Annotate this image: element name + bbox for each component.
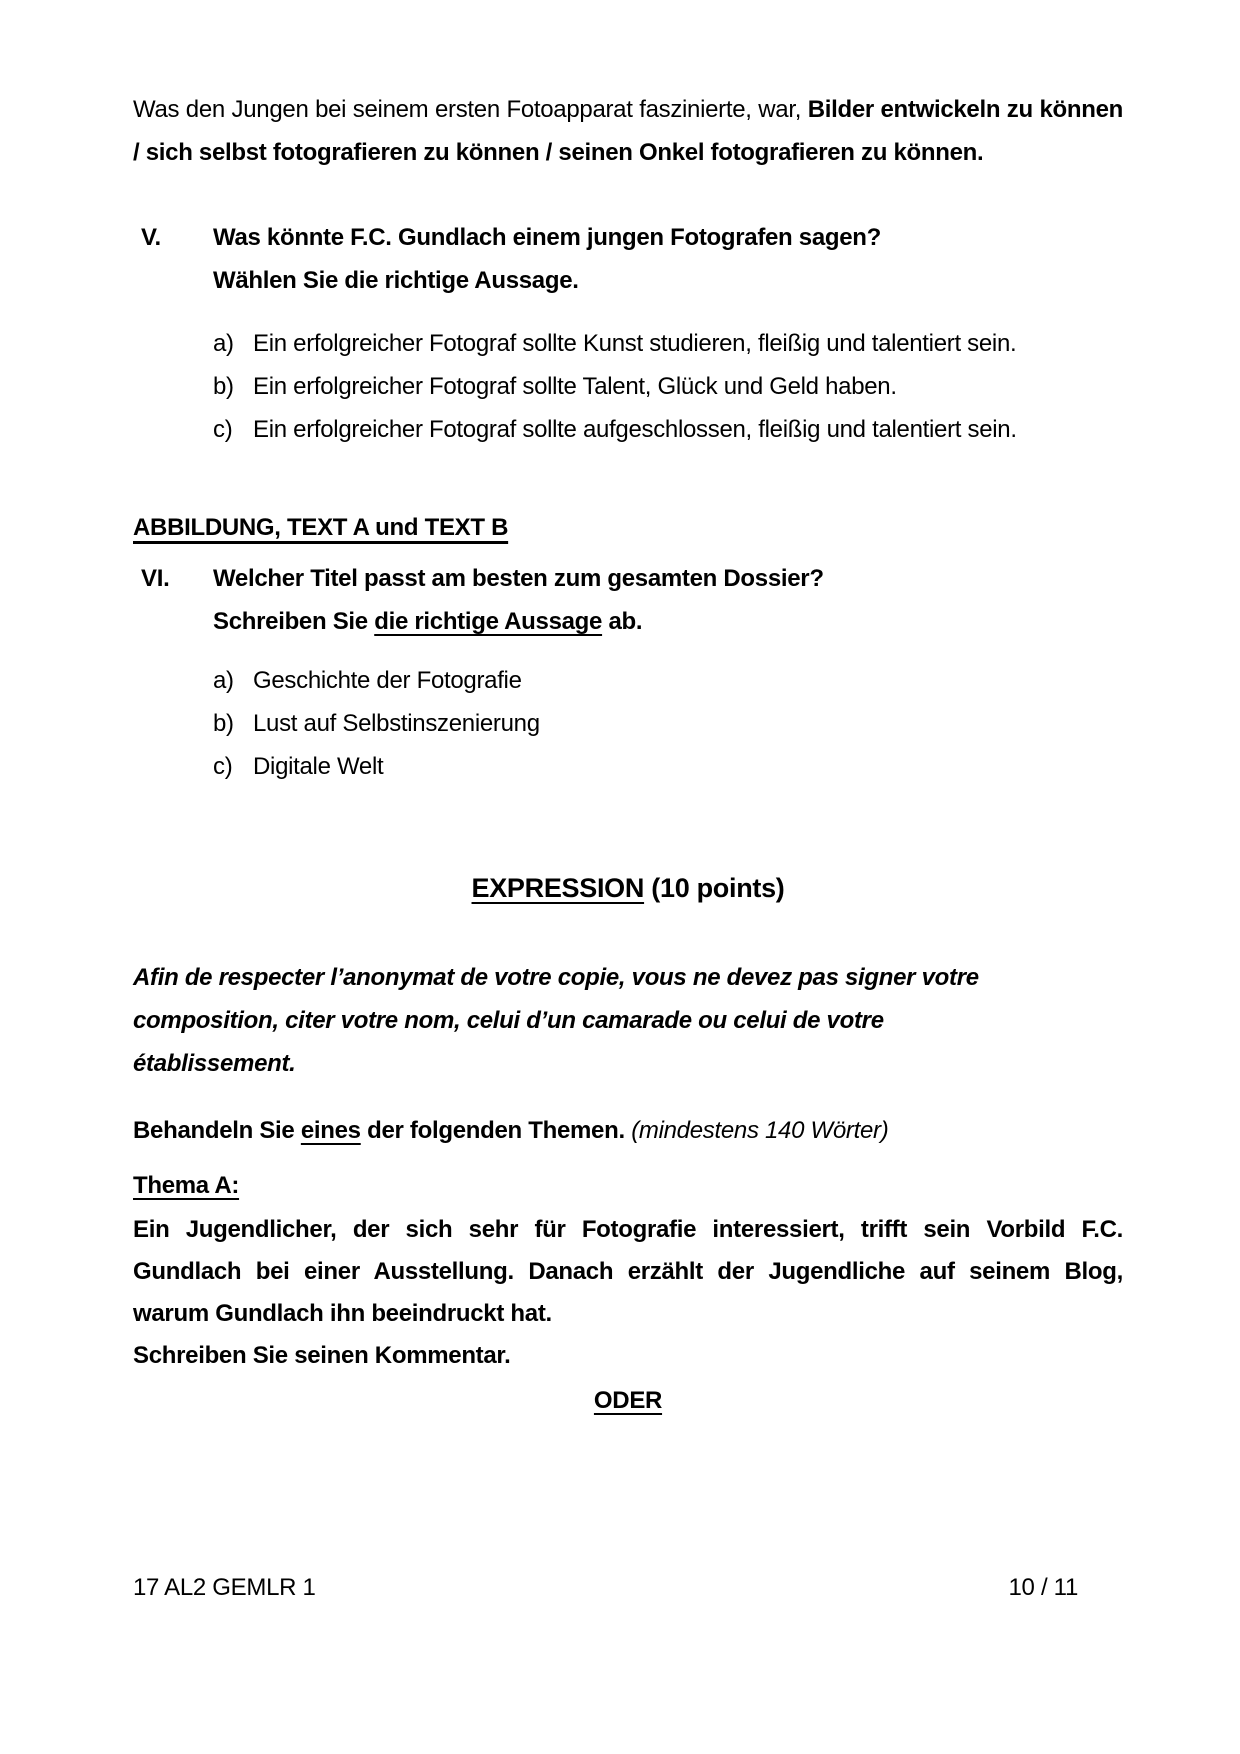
thema-a-heading	[133, 1164, 1123, 1207]
footer-page-number: 10 / 11	[1008, 1574, 1078, 1601]
instruction-prefix: Schreiben Sie	[213, 608, 368, 635]
answer-note-paragraph	[133, 88, 1123, 174]
footer-document-code: 17 AL2 GEMLR 1	[133, 1574, 316, 1601]
option-text: Digitale Welt	[253, 753, 384, 780]
option-label: c)	[213, 753, 233, 780]
option-text: Lust auf Selbstinszenierung	[253, 710, 540, 737]
section-vi-question: Welcher Titel passt am besten zum gesamten Dossier?	[213, 565, 824, 592]
option-text: Ein erfolgreicher Fotograf sollte Kunst studieren, fleißig und talentiert sein.	[253, 330, 1017, 357]
section-vi-options	[213, 659, 1123, 788]
option-label: a)	[213, 330, 234, 357]
task-underlined: eines	[300, 1117, 361, 1144]
instruction-underlined: die richtige Aussage	[374, 608, 603, 635]
anonymity-notice: Afin de respecter l’anonymat de votre copie, vous ne devez pas signer votre composition, citer votre nom, celui d’un camarade ou celui de votre établissement.	[133, 964, 979, 1077]
task-prefix: Behandeln Sie	[133, 1117, 295, 1144]
option-text: Ein erfolgreicher Fotograf sollte aufgeschlossen, fleißig und talentiert sein.	[253, 416, 1017, 443]
page-footer	[133, 1566, 1123, 1609]
answer-note-lead: Was den Jungen bei seinem ersten Fotoapparat faszinierte, war,	[133, 96, 802, 123]
option-text: Geschichte der Fotografie	[253, 667, 522, 694]
thema-a-paragraph	[133, 1209, 1123, 1377]
option-row	[213, 745, 1123, 788]
expression-points: (10 points)	[651, 873, 785, 903]
dossier-heading: ABBILDUNG, TEXT A und TEXT B	[133, 514, 509, 541]
oder-separator	[133, 1379, 1123, 1422]
option-label: a)	[213, 667, 234, 694]
option-text: Ein erfolgreicher Fotograf sollte Talent, Glück und Geld haben.	[253, 373, 897, 400]
option-row	[213, 702, 1123, 745]
task-word-count-note: (mindestens 140 Wörter)	[631, 1117, 889, 1144]
section-v-heading	[133, 216, 1123, 302]
answer-note-bold: Bilder entwickeln zu können / sich selbst fotografieren zu können / seinen Onkel fotografieren zu können.	[133, 96, 1124, 166]
task-suffix: der folgenden Themen.	[367, 1117, 625, 1144]
option-row	[213, 322, 1123, 365]
thema-a-text: Ein Jugendlicher, der sich sehr für Fotografie interessiert, trifft sein Vorbild F.C. Gundlach bei einer Ausstellung. Danach erzählt der Jugendliche auf seinem Blog, warum Gundlach ihn beeindruckt hat.	[133, 1216, 1123, 1327]
option-label: c)	[213, 416, 233, 443]
section-v-instruction: Wählen Sie die richtige Aussage.	[213, 267, 579, 294]
section-v-question: Was könnte F.C. Gundlach einem jungen Fotografen sagen?	[213, 224, 882, 251]
section-vi-heading	[133, 557, 1123, 643]
task-instruction	[133, 1109, 1123, 1152]
oder-label: ODER	[593, 1387, 663, 1414]
option-row	[213, 659, 1123, 702]
section-vi-question-block	[213, 557, 824, 643]
section-v-options	[213, 322, 1123, 451]
option-row	[213, 408, 1123, 451]
option-label: b)	[213, 710, 234, 737]
thema-a-label: Thema A:	[133, 1172, 240, 1199]
section-vi-instruction	[213, 600, 824, 643]
expression-title: EXPRESSION	[471, 873, 645, 903]
option-row	[213, 365, 1123, 408]
expression-heading	[133, 866, 1123, 911]
thema-a-text2: Schreiben Sie seinen Kommentar.	[133, 1342, 511, 1369]
section-vi-number: VI.	[141, 565, 170, 592]
instruction-suffix: ab.	[608, 608, 643, 635]
section-v-number: V.	[141, 224, 161, 251]
section-v-question-block	[213, 216, 881, 302]
option-label: b)	[213, 373, 234, 400]
